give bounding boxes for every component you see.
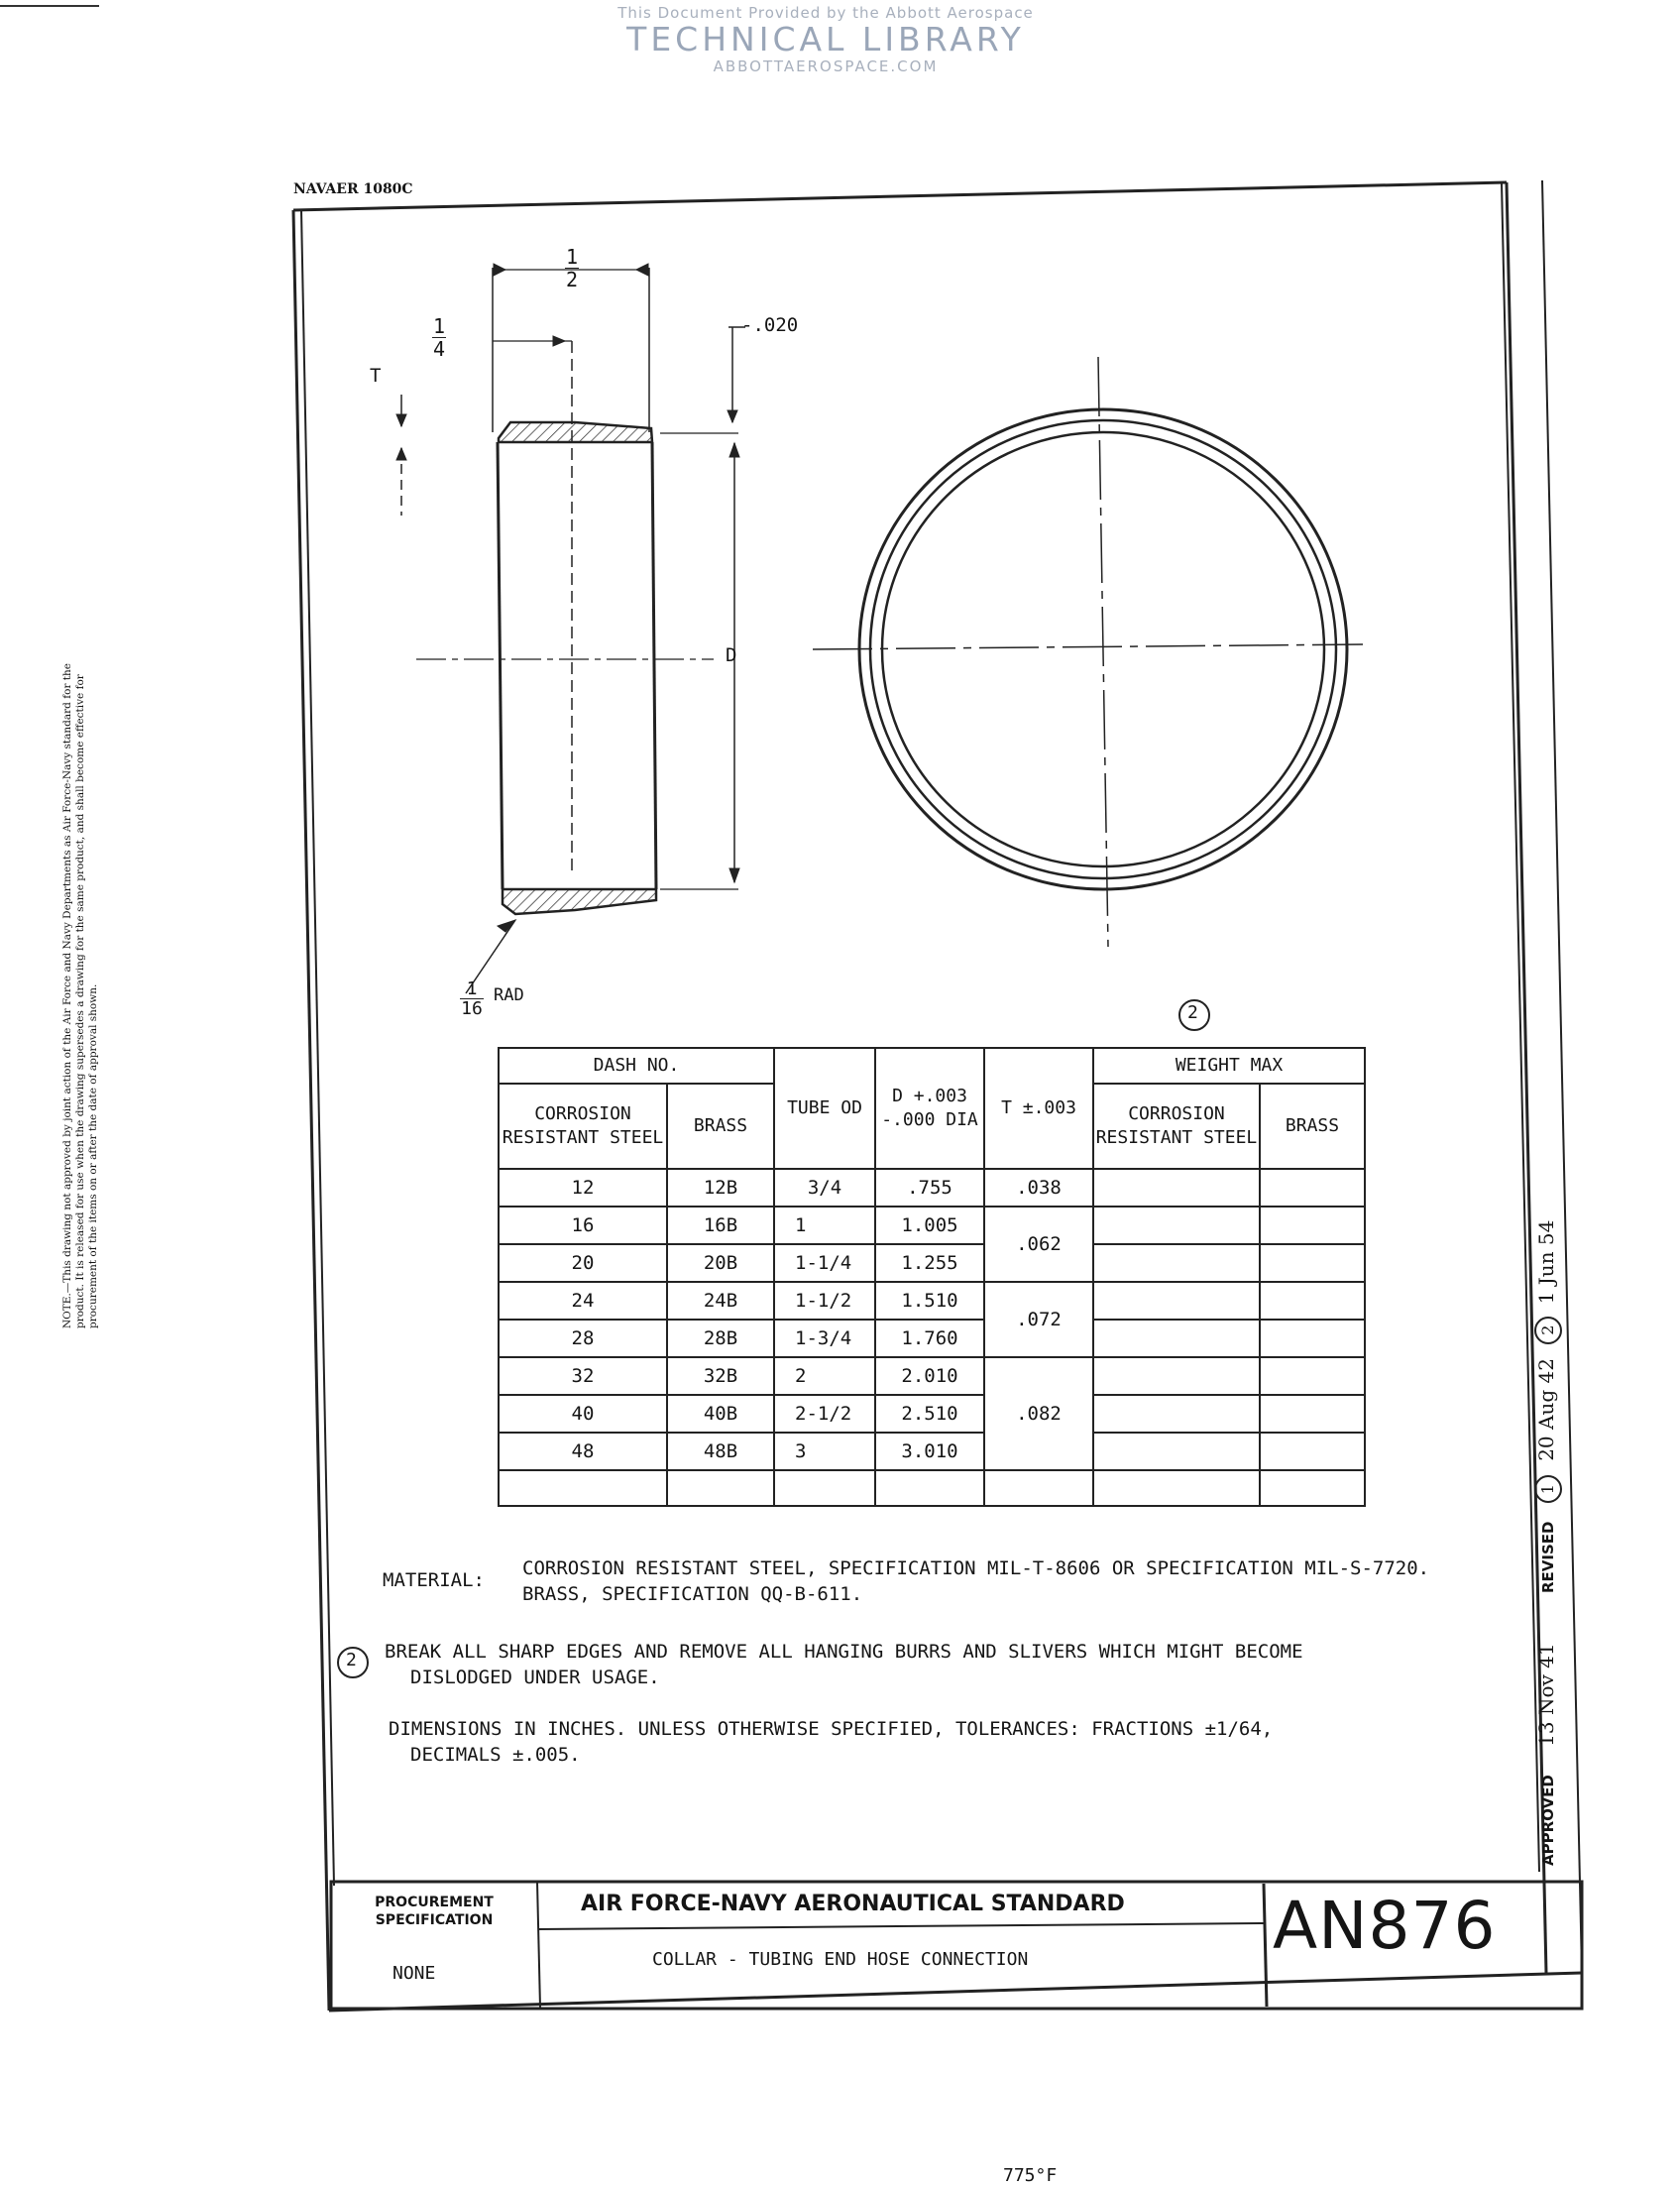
dimensions-line-2: DECIMALS ±.005.: [410, 1744, 581, 1766]
d-cell: 2.010: [875, 1357, 984, 1395]
rev-2-date: 1 Jun 54: [1534, 1219, 1558, 1305]
dash-cell: 40: [499, 1395, 667, 1433]
revision-block: [1534, 1112, 1562, 1866]
dash-cell: 48: [499, 1433, 667, 1470]
header-d: D +.003 -.000 DIA: [875, 1048, 984, 1169]
d-cell: 1.760: [875, 1320, 984, 1357]
table-row: [499, 1357, 1365, 1395]
header-weight-max: WEIGHT MAX: [1093, 1048, 1365, 1084]
od-cell: 1-1/4: [774, 1244, 875, 1282]
material-line-1: CORROSION RESISTANT STEEL, SPECIFICATION MIL-T-8606 OR SPECIFICATION MIL-S-7720.: [522, 1557, 1430, 1579]
d-cell: 1.255: [875, 1244, 984, 1282]
material-line-2: BRASS, SPECIFICATION QQ-B-611.: [522, 1583, 863, 1605]
collar-side-view: [396, 264, 745, 993]
od-cell: 1-3/4: [774, 1320, 875, 1357]
material-label: MATERIAL:: [383, 1569, 485, 1591]
dash-cell: 12: [499, 1169, 667, 1207]
weight-brass-cell: [1260, 1207, 1365, 1244]
table-row: [499, 1433, 1365, 1470]
dim-quarter: 1 4: [432, 314, 446, 361]
brass-cell: 24B: [667, 1282, 774, 1320]
table-row: [499, 1169, 1365, 1207]
header-brass: BRASS: [667, 1084, 774, 1169]
weight-note-mark: 2: [1187, 1002, 1198, 1023]
approved-date: 13 Nov 41: [1534, 1643, 1558, 1747]
od-cell: 2: [774, 1357, 875, 1395]
d-cell: 1.510: [875, 1282, 984, 1320]
od-cell: 2-1/2: [774, 1395, 875, 1433]
note-2-mark: 2: [346, 1650, 357, 1670]
watermark-provided-by: This Document Provided by the Abbott Aerospace: [617, 4, 1034, 22]
t-cell: .072: [984, 1282, 1093, 1357]
rev-1-mark: 1: [1534, 1475, 1562, 1503]
weight-brass-cell: [1260, 1320, 1365, 1357]
d-cell: 3.010: [875, 1433, 984, 1470]
weight-brass-cell: [1260, 1357, 1365, 1395]
od-cell: 1-1/2: [774, 1282, 875, 1320]
brass-cell: 16B: [667, 1207, 774, 1244]
weight-brass-cell: [1260, 1169, 1365, 1207]
brass-cell: 40B: [667, 1395, 774, 1433]
dash-cell: 32: [499, 1357, 667, 1395]
table-row: [499, 1395, 1365, 1433]
procurement-label: PROCUREMENT SPECIFICATION: [375, 1895, 494, 1928]
dimensions-line-1: DIMENSIONS IN INCHES. UNLESS OTHERWISE SPECIFIED, TOLERANCES: FRACTIONS ±1/64,: [389, 1718, 1274, 1740]
part-number: AN876: [1273, 1888, 1497, 1964]
revised-label: REVISED: [1539, 1521, 1557, 1594]
brass-cell: 28B: [667, 1320, 774, 1357]
dim-rad: 1 16: [461, 978, 483, 1019]
dim-t: T: [370, 365, 382, 387]
weight-crs-cell: [1093, 1207, 1260, 1244]
dim-rad-suffix: RAD: [494, 985, 524, 1005]
weight-crs-cell: [1093, 1244, 1260, 1282]
brass-cell: 20B: [667, 1244, 774, 1282]
dim-020: -.020: [741, 314, 799, 336]
dash-cell: 16: [499, 1207, 667, 1244]
table-row-empty: [499, 1470, 1365, 1506]
weight-crs-cell: [1093, 1395, 1260, 1433]
dash-cell: 28: [499, 1320, 667, 1357]
t-cell: .062: [984, 1207, 1093, 1282]
note-2-line-1: BREAK ALL SHARP EDGES AND REMOVE ALL HANGING BURRS AND SLIVERS WHICH MIGHT BECOME: [385, 1641, 1303, 1663]
header-dash-no: DASH NO.: [499, 1048, 774, 1084]
weight-crs-cell: [1093, 1320, 1260, 1357]
collar-end-view: [813, 357, 1363, 947]
weight-crs-cell: [1093, 1433, 1260, 1470]
note-2-line-2: DISLODGED UNDER USAGE.: [410, 1667, 660, 1688]
weight-crs-cell: [1093, 1282, 1260, 1320]
weight-brass-cell: [1260, 1433, 1365, 1470]
procurement-value: NONE: [392, 1963, 436, 1984]
part-title: COLLAR - TUBING END HOSE CONNECTION: [652, 1949, 1029, 1970]
approved-label: APPROVED: [1539, 1775, 1557, 1866]
dash-cell: 24: [499, 1282, 667, 1320]
t-cell: .038: [984, 1169, 1093, 1207]
table-row: [499, 1244, 1365, 1282]
dash-cell: 20: [499, 1244, 667, 1282]
side-note: NOTE.—This drawing not approved by joint action of the Air Force and Navy Departments as Air Force-Navy standard for the product. It is released for use when the drawing supersedes a drawing for the same product, and shall become effective for procurement of the items on or after the date of approval shown.: [61, 663, 99, 1328]
brass-cell: 32B: [667, 1357, 774, 1395]
table-row: [499, 1320, 1365, 1357]
watermark-url: ABBOTTAEROSPACE.COM: [713, 58, 939, 75]
weight-brass-cell: [1260, 1244, 1365, 1282]
rev-2-mark: 2: [1534, 1317, 1562, 1344]
header-weight-brass: BRASS: [1260, 1084, 1365, 1169]
weight-crs-cell: [1093, 1357, 1260, 1395]
od-cell: 3/4: [774, 1169, 875, 1207]
brass-cell: 12B: [667, 1169, 774, 1207]
header-tube-od: TUBE OD: [774, 1048, 875, 1169]
dim-half: 1 2: [565, 245, 579, 291]
rev-1-date: 20 Aug 42: [1534, 1358, 1558, 1461]
d-cell: 1.005: [875, 1207, 984, 1244]
table-row: [499, 1207, 1365, 1244]
weight-crs-cell: [1093, 1169, 1260, 1207]
dash-number-table: [498, 1047, 1366, 1507]
weight-brass-cell: [1260, 1282, 1365, 1320]
watermark-title: TECHNICAL LIBRARY: [626, 20, 1025, 58]
d-cell: .755: [875, 1169, 984, 1207]
dim-d: D: [726, 644, 737, 666]
t-cell: .082: [984, 1357, 1093, 1470]
header-weight-crs: CORROSION RESISTANT STEEL: [1093, 1084, 1260, 1169]
table-row: [499, 1282, 1365, 1320]
od-cell: 3: [774, 1433, 875, 1470]
header-t: T ±.003: [984, 1048, 1093, 1169]
brass-cell: 48B: [667, 1433, 774, 1470]
footer-fragment: 775°F: [1003, 2165, 1058, 2186]
od-cell: 1: [774, 1207, 875, 1244]
weight-brass-cell: [1260, 1395, 1365, 1433]
header-crs: CORROSION RESISTANT STEEL: [499, 1084, 667, 1169]
d-cell: 2.510: [875, 1395, 984, 1433]
standard-title: AIR FORCE-NAVY AERONAUTICAL STANDARD: [581, 1892, 1125, 1916]
form-number: NAVAER 1080C: [293, 181, 413, 197]
